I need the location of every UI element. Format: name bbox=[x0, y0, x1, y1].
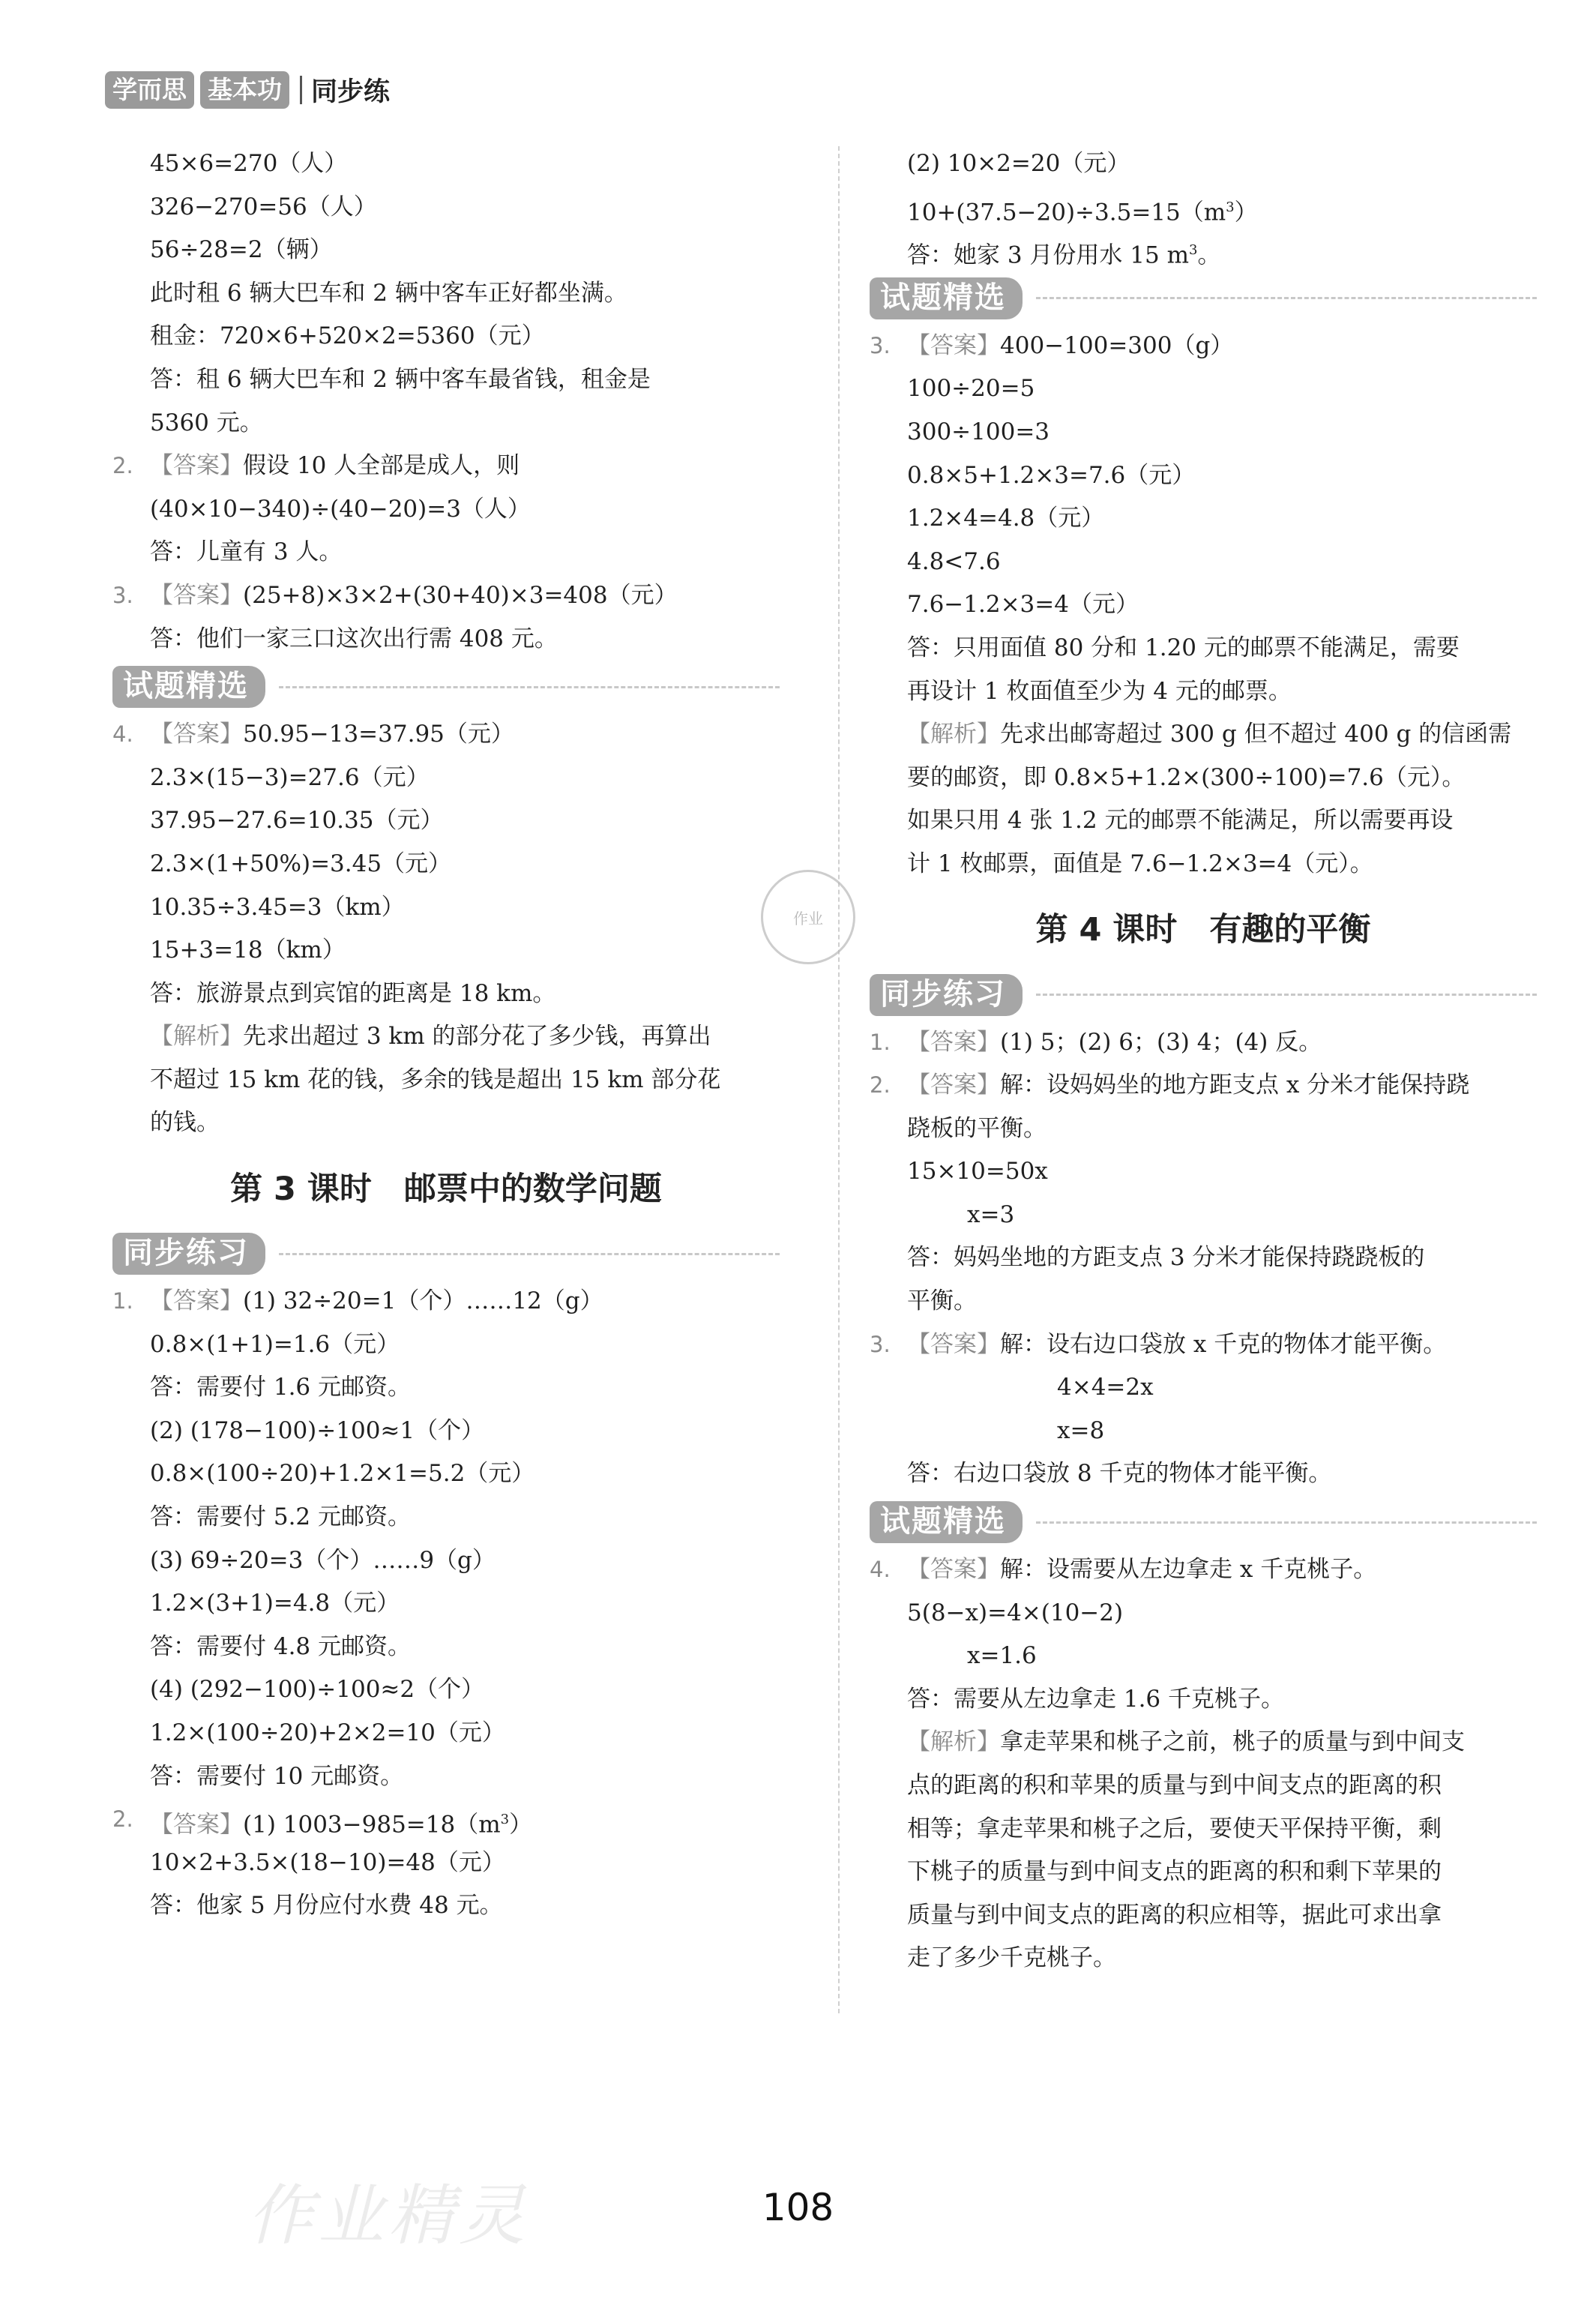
section-banner-select bbox=[870, 272, 1537, 325]
question-2-answer bbox=[870, 1064, 1537, 1108]
banner-label: 试题精选 bbox=[112, 666, 265, 708]
lesson-3-title: 第 3 课时 邮票中的数学问题 bbox=[230, 1170, 662, 1208]
text-line: 0.8×5+1.2×3=7.6（元） bbox=[907, 461, 1196, 489]
text-line: 跷板的平衡。 bbox=[907, 1114, 1047, 1142]
equation-line: x=8 bbox=[1057, 1416, 1105, 1444]
answer-text: (1) 1003−985=18（m bbox=[243, 1811, 501, 1839]
text-line: 0.8×(100÷20)+1.2×1=5.2（元） bbox=[150, 1460, 535, 1488]
brand-badge-xueersi: 学而思 bbox=[105, 71, 194, 109]
text-line: 答：只用面值 80 分和 1.20 元的邮票不能满足，需要 bbox=[907, 634, 1460, 661]
text-line: 2.3×(15−3)=27.6（元） bbox=[150, 763, 430, 791]
text-line: 15×10=50x bbox=[907, 1158, 1048, 1185]
text-line: 300÷100=3 bbox=[907, 418, 1050, 445]
text-line: 答：旅游景点到宾馆的距离是 18 km。 bbox=[150, 979, 556, 1007]
lesson-4-title: 第 4 课时 有趣的平衡 bbox=[1035, 911, 1371, 949]
text-line: 答：他们一家三口这次出行需 408 元。 bbox=[150, 625, 558, 652]
text-line bbox=[870, 229, 1537, 272]
question-3-answer bbox=[870, 1323, 1537, 1367]
answer-text: (1) 32÷20=1（个）……12（g） bbox=[243, 1287, 603, 1315]
text-line: 1.2×(3+1)=4.8（元） bbox=[150, 1590, 400, 1617]
text-line: 租金：720×6+520×2=5360（元） bbox=[150, 322, 545, 350]
question-1-answer bbox=[870, 1021, 1537, 1065]
answer-tag: 【答案】 bbox=[150, 721, 243, 748]
brand-badge-jibengong: 基本功 bbox=[200, 71, 289, 109]
answer-tag: 【答案】 bbox=[907, 1556, 1000, 1584]
banner-dashed-line bbox=[1036, 1521, 1537, 1524]
answer-tag: 【答案】 bbox=[907, 1330, 1000, 1358]
question-4-answer bbox=[112, 713, 780, 757]
text-line: 10.35÷3.45=3（km） bbox=[150, 893, 405, 921]
text-line: 1.2×(100÷20)+2×2=10（元） bbox=[150, 1719, 505, 1746]
text-line: 的钱。 bbox=[150, 1109, 220, 1137]
formula-close: ） bbox=[1234, 198, 1258, 226]
formula-text: 10+(37.5−20)÷3.5=15（m bbox=[907, 198, 1226, 226]
superscript: 3 bbox=[1188, 242, 1198, 259]
analysis-line bbox=[870, 1721, 1537, 1764]
banner-label: 同步练习 bbox=[112, 1233, 265, 1275]
text-line: 平衡。 bbox=[907, 1287, 977, 1315]
banner-dashed-line bbox=[279, 1253, 780, 1255]
banner-label: 试题精选 bbox=[870, 1501, 1023, 1543]
section-banner-sync bbox=[112, 1227, 780, 1280]
text-line: (2) (178−100)÷100≈1（个） bbox=[150, 1416, 485, 1444]
text-line: 56÷28=2（辆） bbox=[150, 236, 333, 264]
banner-dashed-line bbox=[1036, 297, 1537, 299]
text-line: 10×2+3.5×(18−10)=48（元） bbox=[150, 1848, 505, 1876]
question-3-answer bbox=[112, 574, 780, 618]
page-number: 108 bbox=[762, 2186, 834, 2229]
question-2-answer bbox=[112, 445, 780, 488]
text-line: 100÷20=5 bbox=[907, 375, 1035, 403]
question-number: 2. bbox=[112, 1806, 133, 1833]
column-divider bbox=[838, 146, 840, 2013]
text-line: 15+3=18（km） bbox=[150, 937, 346, 964]
answer-text: 400−100=300（g） bbox=[1000, 331, 1234, 359]
text-line: 7.6−1.2×3=4（元） bbox=[907, 591, 1139, 619]
answer-text: 解：设右边口袋放 x 千克的物体才能平衡。 bbox=[1000, 1330, 1447, 1358]
answer-tag: 【答案】 bbox=[907, 1072, 1000, 1099]
text-line: 答：他家 5 月份应付水费 48 元。 bbox=[150, 1892, 503, 1920]
text-line: 计 1 枚邮票，面值是 7.6−1.2×3=4（元）。 bbox=[907, 850, 1373, 877]
text-line: 不超过 15 km 花的钱，多余的钱是超出 15 km 部分花 bbox=[150, 1066, 721, 1093]
answer-text: 解：设需要从左边拿走 x 千克桃子。 bbox=[1000, 1556, 1377, 1584]
text-line: 1.2×4=4.8（元） bbox=[907, 505, 1105, 532]
answer-tag: 【答案】 bbox=[150, 452, 243, 480]
brand-title: 同步练 bbox=[311, 77, 391, 107]
text-line: 326−270=56（人） bbox=[150, 193, 377, 220]
question-number: 2. bbox=[112, 453, 133, 479]
question-number: 3. bbox=[870, 332, 891, 358]
text-line: 5360 元。 bbox=[150, 409, 263, 436]
text-line: 0.8×(1+1)=1.6（元） bbox=[150, 1330, 400, 1358]
question-2-answer bbox=[112, 1798, 780, 1842]
equation-line: x=3 bbox=[967, 1200, 1015, 1228]
text-line: 答：需要付 5.2 元邮资。 bbox=[150, 1503, 412, 1531]
text-line: 答：租 6 辆大巴车和 2 辆中客车最省钱，租金是 bbox=[150, 365, 651, 393]
text-line: 点的距离的积和苹果的质量与到中间支点的距离的积 bbox=[907, 1772, 1442, 1799]
watermark: 作业精灵 bbox=[247, 2177, 530, 2254]
text-line: 4.8<7.6 bbox=[907, 547, 1001, 575]
text-line: 答：需要付 4.8 元邮资。 bbox=[150, 1632, 412, 1660]
answer-text-close: ） bbox=[509, 1811, 533, 1839]
answer-tag: 【答案】 bbox=[150, 581, 243, 609]
equation-line: 4×4=2x bbox=[1057, 1374, 1154, 1401]
analysis-line bbox=[870, 713, 1537, 757]
text-line: 再设计 1 枚面值至少为 4 元的邮票。 bbox=[907, 677, 1292, 705]
text-line: 如果只用 4 张 1.2 元的邮票不能满足，所以需要再设 bbox=[907, 807, 1454, 835]
text-line: 要的邮资，即 0.8×5+1.2×(300÷100)=7.6（元）。 bbox=[907, 763, 1466, 791]
text-line: 2.3×(1+50%)=3.45（元） bbox=[150, 850, 452, 877]
answer-text: 50.95−13=37.95（元） bbox=[243, 721, 514, 748]
text-line: 相等；拿走苹果和桃子之后，要使天平保持平衡，剩 bbox=[907, 1815, 1442, 1842]
question-number: 3. bbox=[112, 582, 133, 608]
text-line: (3) 69÷20=3（个）……9（g） bbox=[150, 1546, 496, 1574]
analysis-text: 先求出超过 3 km 的部分花了多少钱，再算出 bbox=[243, 1023, 711, 1051]
question-1-answer bbox=[112, 1280, 780, 1323]
text-line: 37.95−27.6=10.35（元） bbox=[150, 807, 444, 835]
question-number: 2. bbox=[870, 1072, 891, 1099]
left-column bbox=[112, 142, 780, 1928]
text-line: 5(8−x)=4×(10−2) bbox=[907, 1599, 1124, 1626]
text-line: 答：妈妈坐地的方距支点 3 分米才能保持跷跷板的 bbox=[907, 1244, 1425, 1272]
answer-text: 答：她家 3 月份用水 15 m bbox=[907, 241, 1189, 269]
answer-text: (25+8)×3×2+(30+40)×3=408（元） bbox=[243, 581, 678, 609]
answer-tag: 【答案】 bbox=[150, 1811, 243, 1839]
text-line: 走了多少千克桃子。 bbox=[907, 1944, 1116, 1972]
answer-close: 。 bbox=[1197, 241, 1221, 269]
text-line bbox=[870, 186, 1537, 229]
answer-tag: 【答案】 bbox=[907, 331, 1000, 359]
analysis-tag: 【解析】 bbox=[907, 1728, 1000, 1756]
text-line: 质量与到中间支点的距离的积应相等，据此可求出拿 bbox=[907, 1901, 1442, 1929]
answer-text: (1) 5；(2) 6；(3) 4；(4) 反。 bbox=[1000, 1028, 1322, 1056]
analysis-line bbox=[112, 1015, 780, 1059]
text-line: 此时租 6 辆大巴车和 2 辆中客车正好都坐满。 bbox=[150, 279, 627, 307]
answer-tag: 【答案】 bbox=[907, 1028, 1000, 1056]
text-line: 答：需要从左边拿走 1.6 千克桃子。 bbox=[907, 1685, 1285, 1713]
header-logo bbox=[105, 69, 390, 111]
superscript: 3 bbox=[500, 1812, 510, 1828]
header-separator bbox=[300, 76, 302, 104]
analysis-text: 先求出邮寄超过 300 g 但不超过 400 g 的信函需 bbox=[1000, 721, 1512, 748]
stamp-text: 作业 bbox=[793, 909, 823, 928]
question-number: 1. bbox=[112, 1288, 133, 1314]
banner-label: 同步练习 bbox=[870, 974, 1023, 1016]
text-line: 下桃子的质量与到中间支点的距离的积和剩下苹果的 bbox=[907, 1858, 1442, 1886]
answer-text: 假设 10 人全部是成人，则 bbox=[243, 452, 520, 480]
analysis-text: 拿走苹果和桃子之前，桃子的质量与到中间支 bbox=[1000, 1728, 1465, 1756]
text-line: (2) 10×2=20（元） bbox=[907, 150, 1130, 177]
text-line: 答：需要付 10 元邮资。 bbox=[150, 1762, 404, 1790]
banner-dashed-line bbox=[279, 686, 780, 688]
section-banner-select bbox=[870, 1496, 1537, 1548]
text-line: 45×6=270（人） bbox=[150, 150, 348, 177]
analysis-tag: 【解析】 bbox=[907, 721, 1000, 748]
question-3-answer bbox=[870, 325, 1537, 368]
text-line: 答：右边口袋放 8 千克的物体才能平衡。 bbox=[907, 1460, 1332, 1488]
question-4-answer bbox=[870, 1548, 1537, 1592]
text-line: 答：儿童有 3 人。 bbox=[150, 538, 343, 566]
superscript: 3 bbox=[1226, 199, 1235, 215]
text-line: (40×10−340)÷(40−20)=3（人） bbox=[150, 495, 531, 523]
question-number: 4. bbox=[870, 1557, 891, 1583]
answer-tag: 【答案】 bbox=[150, 1287, 243, 1315]
homework-stamp bbox=[761, 870, 855, 964]
answer-text: 解：设妈妈坐的地方距支点 x 分米才能保持跷 bbox=[1000, 1072, 1470, 1099]
right-column bbox=[870, 142, 1537, 1980]
section-banner-select bbox=[112, 661, 780, 713]
text-line: (4) (292−100)÷100≈2（个） bbox=[150, 1676, 485, 1704]
question-number: 3. bbox=[870, 1331, 891, 1357]
question-number: 4. bbox=[112, 721, 133, 748]
equation-line: x=1.6 bbox=[967, 1642, 1037, 1670]
section-banner-sync bbox=[870, 969, 1537, 1021]
question-number: 1. bbox=[870, 1029, 891, 1055]
banner-dashed-line bbox=[1036, 994, 1537, 996]
analysis-tag: 【解析】 bbox=[150, 1023, 243, 1051]
text-line: 答：需要付 1.6 元邮资。 bbox=[150, 1374, 412, 1401]
banner-label: 试题精选 bbox=[870, 277, 1023, 319]
